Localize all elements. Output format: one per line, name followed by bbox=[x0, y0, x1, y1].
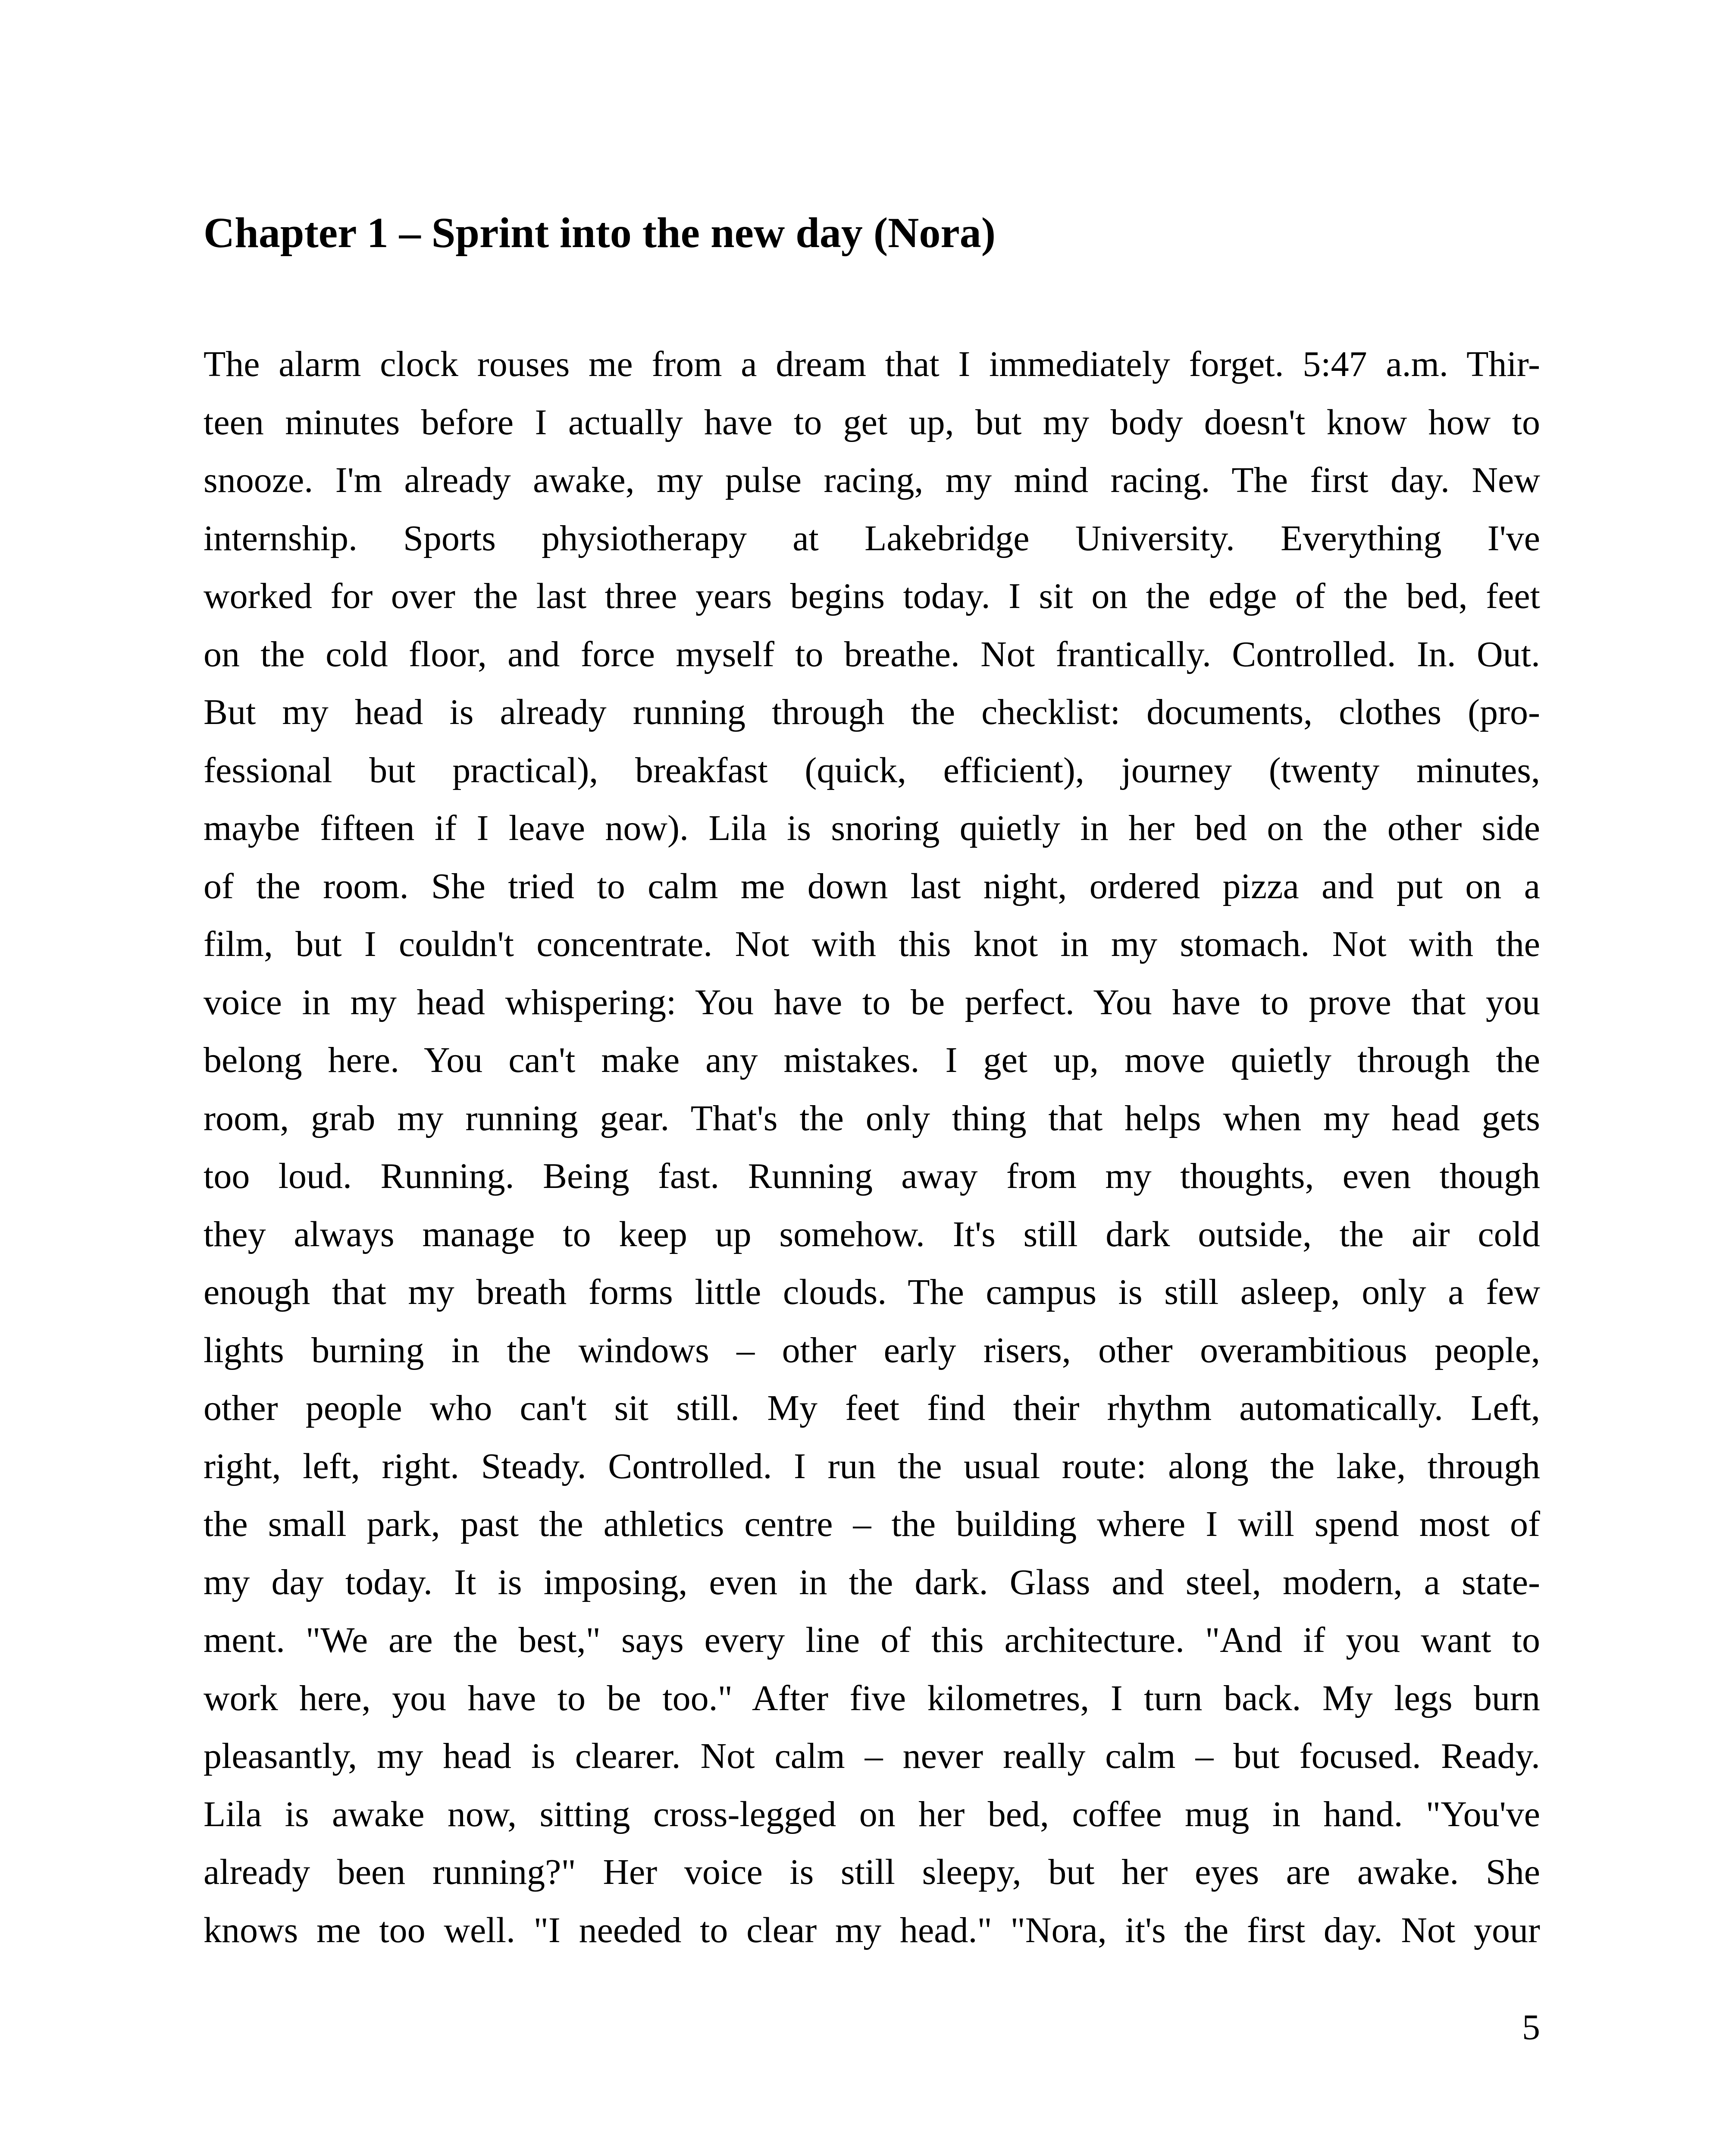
page-number: 5 bbox=[1522, 2007, 1540, 2047]
text-line: ment. "We are the best," says every line of this architecture. "And if you want to bbox=[204, 1620, 1540, 1660]
text-line: fessional but practical), breakfast (quick, efficient), journey (twenty minutes, bbox=[204, 750, 1540, 790]
text-line: film, but I couldn't concentrate. Not with this knot in my stomach. Not with the bbox=[204, 924, 1540, 964]
text-line: internship. Sports physiotherapy at Lakebridge University. Everything I've bbox=[204, 518, 1540, 558]
text-line: knows me too well. "I needed to clear my head." "Nora, it's the first day. Not your bbox=[204, 1910, 1540, 1950]
text-line: snooze. I'm already awake, my pulse racing, my mind racing. The first day. New bbox=[204, 460, 1540, 500]
text-line: worked for over the last three years begins today. I sit on the edge of the bed, feet bbox=[204, 576, 1540, 616]
text-line: teen minutes before I actually have to get up, but my body doesn't know how to bbox=[204, 402, 1540, 442]
text-line: The alarm clock rouses me from a dream that I immediately forget. 5:47 a.m. Thir- bbox=[204, 344, 1540, 384]
text-line: maybe fifteen if I leave now). Lila is snoring quietly in her bed on the other side bbox=[204, 808, 1540, 848]
text-line: enough that my breath forms little clouds. The campus is still asleep, only a few bbox=[204, 1272, 1540, 1312]
text-line: But my head is already running through the checklist: documents, clothes (pro- bbox=[204, 692, 1540, 732]
text-line: belong here. You can't make any mistakes. I get up, move quietly through the bbox=[204, 1040, 1540, 1080]
text-line: too loud. Running. Being fast. Running away from my thoughts, even though bbox=[204, 1156, 1540, 1196]
text-line: other people who can't sit still. My feet find their rhythm automatically. Left, bbox=[204, 1388, 1540, 1428]
chapter-body-text bbox=[204, 335, 1540, 1959]
text-line: voice in my head whispering: You have to be perfect. You have to prove that you bbox=[204, 982, 1540, 1022]
text-line: my day today. It is imposing, even in the dark. Glass and steel, modern, a state- bbox=[204, 1562, 1540, 1602]
text-line: work here, you have to be too." After five kilometres, I turn back. My legs burn bbox=[204, 1678, 1540, 1718]
chapter-title: Chapter 1 – Sprint into the new day (Nora) bbox=[204, 209, 996, 257]
text-line: already been running?" Her voice is still sleepy, but her eyes are awake. She bbox=[204, 1852, 1540, 1892]
text-line: Lila is awake now, sitting cross-legged on her bed, coffee mug in hand. "You've bbox=[204, 1794, 1540, 1834]
text-line: they always manage to keep up somehow. It's still dark outside, the air cold bbox=[204, 1214, 1540, 1254]
text-line: of the room. She tried to calm me down last night, ordered pizza and put on a bbox=[204, 866, 1540, 906]
text-line: right, left, right. Steady. Controlled. I run the usual route: along the lake, through bbox=[204, 1446, 1540, 1486]
text-line: lights burning in the windows – other early risers, other overambitious people, bbox=[204, 1330, 1540, 1370]
text-line: on the cold floor, and force myself to breathe. Not frantically. Controlled. In. Out. bbox=[204, 634, 1540, 674]
text-line: pleasantly, my head is clearer. Not calm – never really calm – but focused. Ready. bbox=[204, 1736, 1540, 1776]
text-line: the small park, past the athletics centre – the building where I will spend most of bbox=[204, 1504, 1540, 1544]
text-line: room, grab my running gear. That's the only thing that helps when my head gets bbox=[204, 1098, 1540, 1138]
